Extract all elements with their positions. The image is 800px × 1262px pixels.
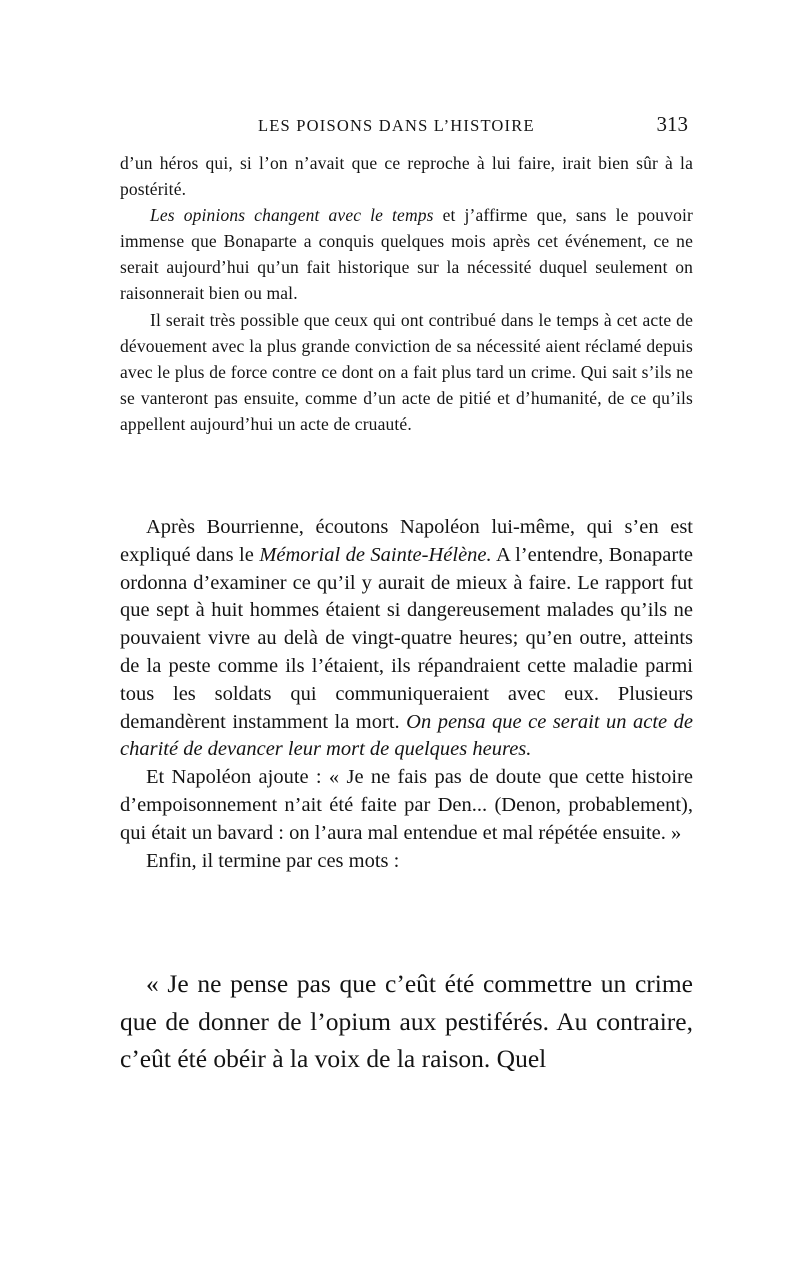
running-title: LES POISONS DANS L’HISTOIRE — [258, 116, 535, 135]
body-small-text — [120, 150, 693, 437]
paragraph-opinions — [120, 202, 693, 306]
memorial-text-b: A l’entendre, Bonaparte ordonna d’examiner ce qu’il y aurait de mieux à faire. Le rapport fut que sept à huit hommes étaient si dangereusement malades qu’ils ne pouvaient vivre au delà de vingt-quatre heures; qu’en outre, atteints de la peste comme ils l’étaient, ils répandraient cette maladie parmi tous les soldats qui communiqueraient avec eux. Plusieurs demandèrent instamment la mort. — [120, 543, 693, 733]
paragraph-napoleon-memorial — [120, 514, 693, 764]
paragraph-devotion: Il serait très possible que ceux qui ont contribué dans le temps à cet acte de dévouement avec la plus grande conviction de sa nécessité aient réclamé depuis avec le plus de force contre ce dont on a fait plus tard un crime. Qui sait s’ils ne se vanteront pas ensuite, comme d’un acte de pitié et d’humanité, de ce qu’ils appellent aujourd’hui un acte de cruauté. — [120, 309, 693, 434]
page-number: 313 — [656, 112, 688, 136]
memorial-text-a: Après Bourrienne, écoutons Napoléon lui-même, qui s’en est expliqué dans le — [120, 516, 693, 566]
paragraph-finally: Enfin, il termine par ces mots : — [146, 849, 400, 872]
body-medium-text — [120, 514, 693, 875]
paragraph-opium-quote: « Je ne pense pas que c’eût été commettre un crime que de donner de l’opium aux pestiférés. Au contraire, c’eût été obéir à la voix de la raison. Quel — [120, 969, 693, 1073]
memorial-italic-charity: On pensa que ce serait un acte de charité de devancer leur mort de quelques heures. — [120, 710, 694, 761]
paragraph-hero-posterity: d’un héros qui, si l’on n’avait que ce reproche à lui faire, irait bien sûr à la postérité. — [120, 153, 693, 200]
paragraph-opinions-rest: et j’affirme que, sans le pouvoir immense que Bonaparte a conquis quelques mois après cet événement, ce ne serait aujourd’hui qu’un fait historique sur la nécessité duquel seulement on raisonnerait bien ou mal. — [120, 205, 693, 304]
page-header — [258, 112, 688, 142]
body-large-quote — [120, 965, 693, 1078]
paragraph-napoleon-adds: Et Napoléon ajoute : « Je ne fais pas de doute que cette histoire d’empoisonnement n’ait été faite par Den... (Denon, probablement), qui était un bavard : on l’aura mal entendue et mal répétée ensuite. » — [120, 766, 693, 844]
italic-opinions-phrase: Les opinions changent avec le temps — [150, 205, 434, 226]
memorial-book-title: Mémorial de Sainte-Hélène. — [259, 543, 492, 566]
